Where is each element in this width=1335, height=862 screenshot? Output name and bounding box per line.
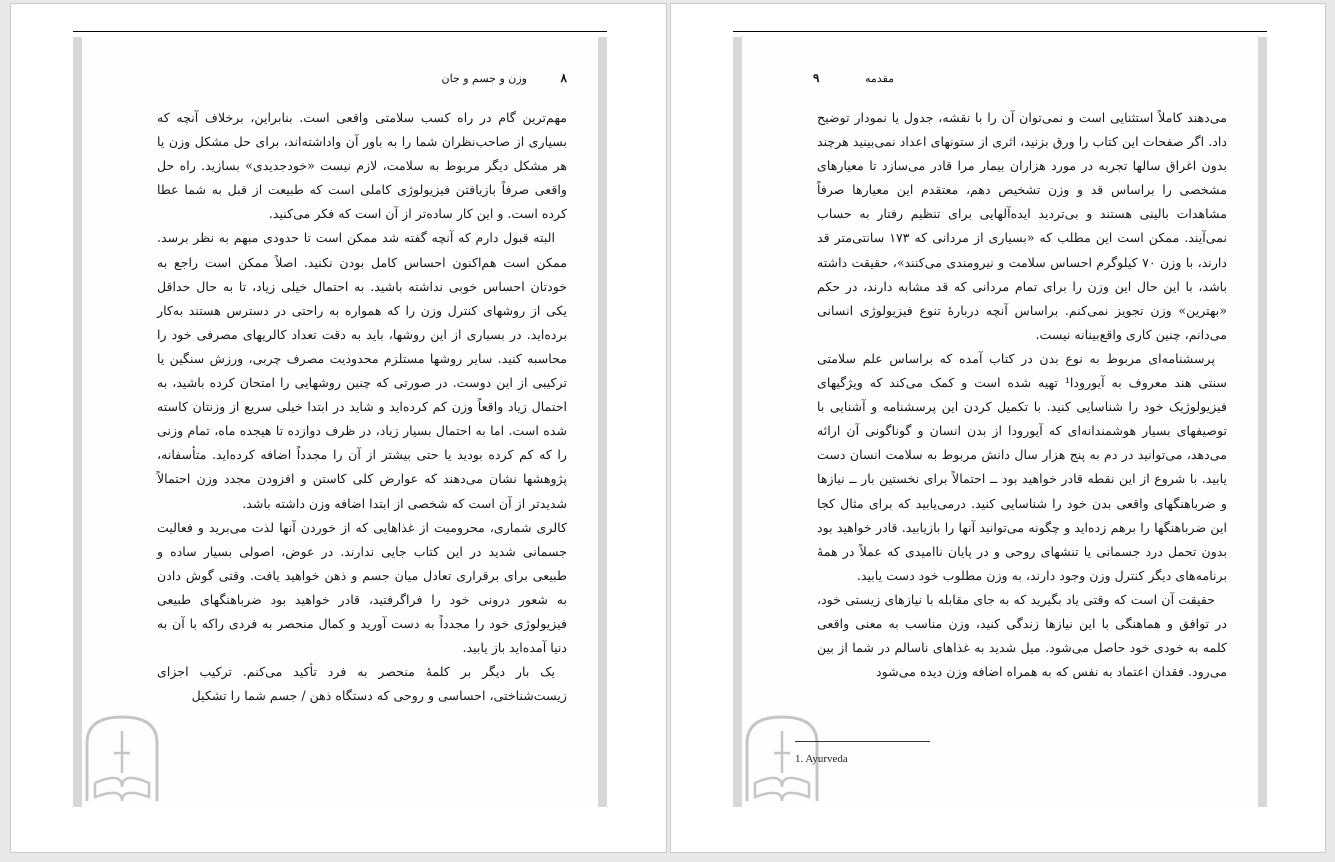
running-head [153,71,567,93]
library-watermark-icon [743,713,821,803]
paragraph: پرسشنامه‌ای مربوط به نوع بدن در کتاب آمده که براساس علم سلامتی سنتی هند معروف به آیورودا¹ تهیه شده است و کمک می‌کند که ویژگیهای فیزیولوژیک خود را شناسایی کنید. با تکمیل کردن این پرسشنامه و آشنایی با توصیفهای بسیار هوشمندانه‌ای که آیورودا از بدن انسان و گوناگونی آن ارائه می‌دهد، می‌توانید در دم به پنج هزار سال دانش مربوط به سلامت انسان دست یابید. با شروع از این نقطه قادر خواهید بود ــ احتمالاً برای نخستین بار ــ نیازها و ضرباهنگهای واقعی بدن خود را شناسایی کنید. درمی‌یابید که برای مثال کجا این ضرباهنگها را برهم زده‌اید و چگونه می‌توانید آنها را بازیابید. قادر خواهید بود بدون تحمل درد جسمانی یا تنشهای روحی و در پایان ناامیدی که عملاً در همهٔ برنامه‌های دیگر کنترل وزن وجود دارند، به وزن مطلوب خود دست یابید. [817,350,1227,583]
scan-shadow-right [598,37,607,807]
paragraph: یک بار دیگر بر کلمهٔ منحصر به فرد تأکید می‌کنم. ترکیب اجزای زیست‌شناختی، احساسی و روحی که دستگاه ذهن / جسم شما را تشکیل [157,664,567,704]
paragraph: مهم‌ترین گام در راه کسب سلامتی واقعی است. بنابراین، برخلاف آنچه که بسیاری از صاحب‌نظران شما را به باور آن واداشته‌اند، برای حل مشکل وزن یا هر مشکل دیگر مربوط به سلامت، لازم نیست «خودجدیدی» بسازید. راه حل واقعی صرفاً بازیافتن فیزیولوژی کاملی است که طبیعت از قبل به شما عطا کرده است. و این کار ساده‌تر از آن است که فکر می‌کنید. [157,110,567,222]
scan-shadow-left [733,37,742,807]
page-number: ۸ [560,71,567,85]
paragraph: البته قبول دارم که آنچه گفته شد ممکن است تا حدودی مبهم به نظر برسد. ممکن است هم‌اکنون احساس کامل بودن نکنید. اصلاً ممکن است راجع به خودتان احساس خوبی نداشته باشید. به احتمال خیلی زیاد، تا به حال حداقل یکی از روشهای کنترل وزن را که همواره به راحتی در دسترس هستند به‌کار برده‌اید. در بسیاری از این روشها، باید به دقت تعداد کالریهای مصرفی خود را محاسبه کنید. سایر روشها مستلزم محدودیت مصرف چربی، ورزش سنگین یا ترکیبی از این دوست. در صورتی که چنین روشهایی را امتحان کرده باشید، به احتمال زیاد واقعاً وزن کم کرده‌اید و شاید در ابتدا خیلی سریع از وزنتان کاسته شده است. اما به احتمال بسیار زیاد، در ظرف دوازده تا هیجده ماه، تمام وزنی را که کم کرده بودید یا حتی بیشتر از آن را مجدداً اضافه کرده‌اید. متأسفانه، پژوهشها نشان می‌دهند که عوارض کلی کاستن و افزودن مجدد وزن احتمالاً شدیدتر از آن است که شخصی از ابتدا اضافه وزن داشته باشد. [157,230,567,511]
body-text [157,106,567,708]
footnote: 1. Ayurveda [795,753,848,765]
body-text [817,106,1227,684]
library-watermark-icon [83,713,161,803]
scan-shadow-right [1258,37,1267,807]
running-head-title: وزن و جسم و جان [441,72,527,85]
scanned-page-9 [733,31,1267,807]
document-page-left [10,3,667,853]
page-number: ۹ [813,71,820,85]
running-head [813,71,1227,93]
scan-shadow-left [73,37,82,807]
document-page-right [670,3,1326,853]
paragraph: حقیقت آن است که وقتی یاد بگیرید که به جای مقابله با نیازهای زیستی خود، در توافق و هماهنگی با این نیازها زندگی کنید، وزن مناسب به معنی واقعی کلمه به خودی خود حاصل می‌شود. میل شدید به غذاهای ناسالم در شما از بین می‌رود. فقدان اعتماد به نفس که به همراه اضافه وزن دیده می‌شود [817,591,1227,680]
scanned-page-8 [73,31,607,807]
page-top-rule [73,31,607,32]
running-head-title: مقدمه [865,72,895,85]
paragraph: می‌دهند کاملاً استثنایی است و نمی‌توان آن را با نقشه، جدول یا نمودار توضیح داد. اگر صفحات این کتاب را ورق بزنید، اثری از ستونهای اعداد نمی‌بینید هرچند بدون اغراق سالها تجربه در مورد هزاران بیمار مرا قادر می‌سازد تا معیارهای مشخصی را براساس قد و وزن تشخیص دهم، معتقدم این معیارها صرفاً مشاهدات بالینی هستند و بی‌تردید ایده‌آلهایی برای تنظیم رفتار به حساب نمی‌آیند. ممکن است این مطلب که «بسیاری از مردانی که ۱۷۳ سانتی‌متر قد دارند، با وزن ۷۰ کیلوگرم احساس سلامت و نیرومندی می‌کنند»، حقیقت داشته باشد، با این حال این وزن را برای تمام مردانی که قد مشابه دارند، در حکم «بهترین» وزن تجویز نمی‌کنم. براساس آنچه دربارهٔ تنوع فیزیولوژی انسانی می‌دانم، چنین کاری واقع‌بینانه نیست. [817,110,1228,342]
page-top-rule [733,31,1267,32]
paragraph: کالری شماری، محرومیت از غذاهایی که از خوردن آنها لذت می‌برید و فعالیت جسمانی شدید در این کتاب جایی ندارند. در عوض، اصولی بسیار ساده و طبیعی برای برقراری تعادل میان جسم و ذهن خواهید یافت. وقتی گوش دادن به شعور درونی خود را فراگرفتید، قادر خواهید بود ضرباهنگهای طبیعی فیزیولوژی خود را مجدداً به دست آورید و کمال منحصر به فردی راکه با آن به دنیا آمده‌اید باز یابید. [157,519,567,656]
